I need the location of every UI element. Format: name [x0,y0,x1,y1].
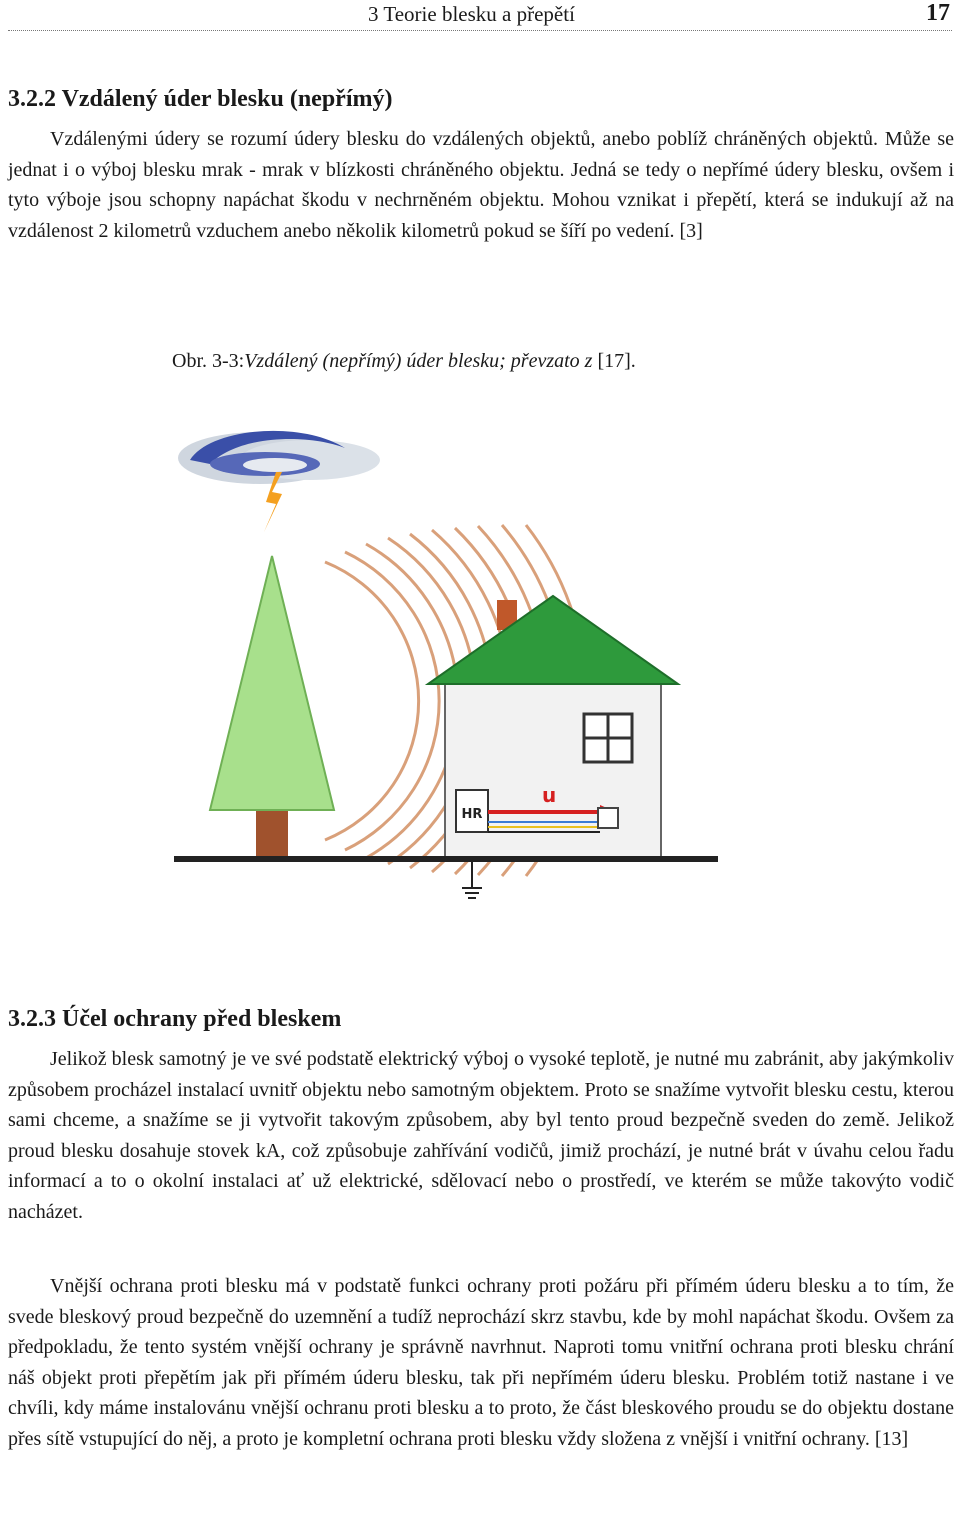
caption-text: Vzdálený (nepřímý) úder blesku; převzato z [244,350,593,372]
tree-icon [210,556,334,860]
section-3-2-3-paragraph-2: Vnější ochrana proti blesku má v podstatě funkci ochrany proti požáru při přímém úderu blesku a to tím, že svede bleskový proud bezpečně do uzemnění a tudíž neprochází skrz stavbu, kde by mohl napáchat škodu. Ovšem za předpokladu, že tento systém vnější ochrany je správně navrhnut. Naproti tomu vnitřní ochrana proti blesku chrání náš objekt proti přepětím jak při přímém úderu blesku, tak při nepřímém úderu blesku. Problém totiž nastane i ve chvíli, kdy máme instalovánu vnější ochranu proti blesku a to proto, že část bleskového proudu se do objektu dostane přes sítě vstupující do něj, a proto je kompletní ochrana proti blesku vždy složena z vnější i vnitřní ochrany. [13] [8,1275,954,1450]
caption-ref: [17]. [597,350,636,372]
chapter-title: 3 Teorie blesku a přepětí [368,2,575,26]
page-number: 17 [926,0,950,26]
device-label: HR [461,807,483,822]
lightning-figure [170,420,730,930]
ground-line [174,856,718,862]
figure-caption [172,350,636,373]
voltage-label: u [542,783,557,807]
section-heading-3-2-2: 3.2.2 Vzdálený úder blesku (nepřímý) [8,86,393,112]
page-header [8,0,952,31]
section-3-2-3-paragraph-1: Jelikož blesk samotný je ve své podstatě elektrický výboj o vysoké teplotě, je nutné mu zabránit, aby jakýmkoliv způsobem procházel instalací uvnitř objektu nebo samotným objektem. Proto se snažíme vytvořit blesku cestu, kterou sami chceme, a snažíme se ji vytvořit takovým způsobem, aby byl tento proud bezpečně sveden do země. Jelikož proud blesku dosahuje stovek kA, což způsobuje zahřívání vodičů, jimiž prochází, je nutné brát v úvahu celou řadu informací a to o okolní instalaci ať už elektrické, sdělovací nebo o prostředí, ve kterém se může takovýto vodič nacházet. [8,1048,954,1223]
caption-prefix: Obr. 3-3: [172,350,245,372]
section-3-2-2-paragraph: Vzdálenými údery se rozumí údery blesku do vzdálených objektů, anebo poblíž chráněných objektů. Může se jednat i o výboj blesku mrak - mrak v blízkosti chráněného objektu. Jedná se tedy o nepřímé údery blesku, ovšem i tyto výboje jsou schopny napáchat škodu v nechrněném objektu. Mohou vznikat i přepětí, která se indukují až na vzdálenost 2 kilometrů vzduchem anebo několik kilometrů pokud se šíří po vedení. [3] [8,128,954,242]
section-heading-3-2-3: 3.2.3 Účel ochrany před bleskem [8,1006,342,1032]
